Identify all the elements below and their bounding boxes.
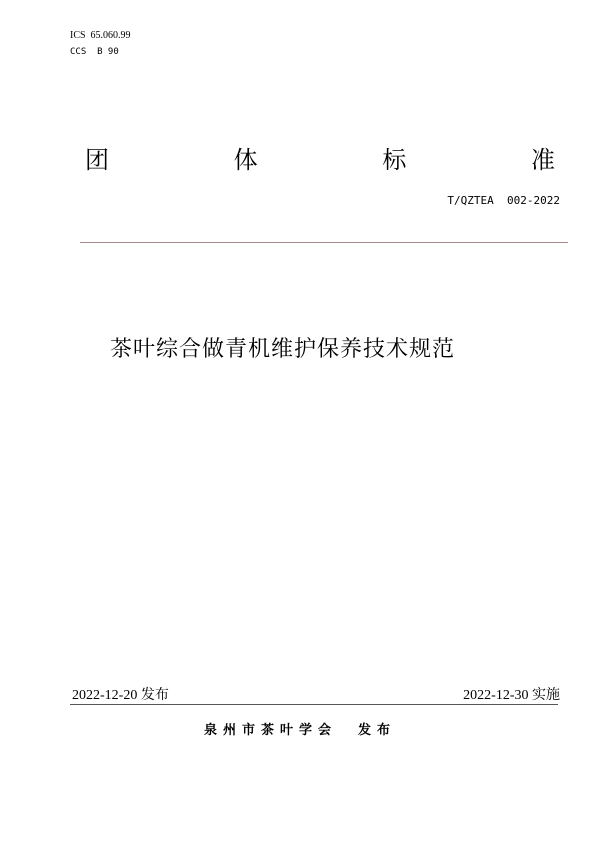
implementation-date: 2022-12-30 实施 [463,688,560,703]
top-divider [80,242,568,243]
standard-type-char: 准 [530,146,555,174]
standard-number: T/QZTEA 002-2022 [447,194,560,207]
standard-type-char: 体 [233,146,258,174]
standard-type-heading [85,145,555,175]
ics-code: ICS 65.060.99 [70,30,131,41]
standard-type-char: 团 [85,146,109,174]
document-title: 茶叶综合做青机维护保养技术规范 [110,337,456,362]
publisher: 泉州市茶叶学会 发布 [203,723,397,738]
ccs-code: CCS B 90 [70,47,119,57]
standard-type-char: 标 [382,146,407,174]
bottom-divider [70,704,558,705]
issue-date: 2022-12-20 发布 [72,688,169,703]
